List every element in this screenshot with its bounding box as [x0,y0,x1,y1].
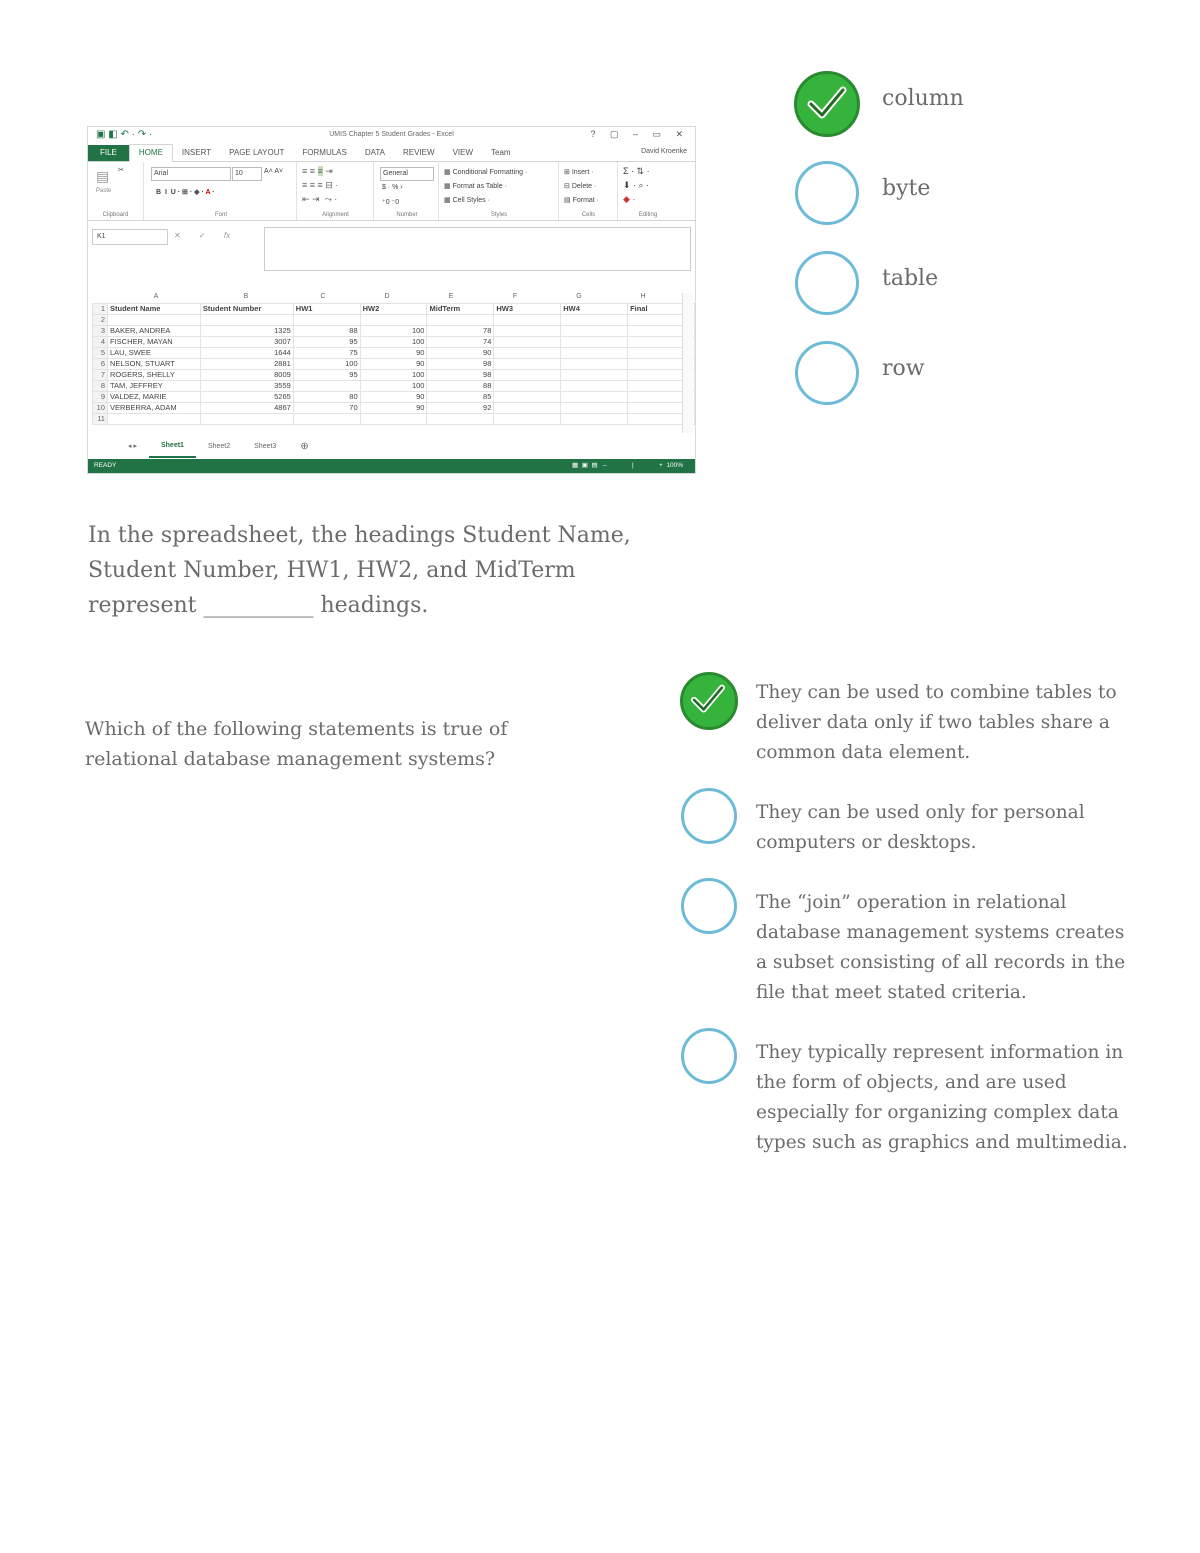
bold-italic-underline-icon: B I U · ⊞ · ◈ · A · [156,189,215,196]
table-cell: 1644 [200,348,293,359]
table-cell: 98 [427,370,494,381]
table-cell: LAU, SWEE [107,348,200,359]
status-text: READY [94,462,117,469]
tab-insert: INSERT [181,148,212,157]
table-cell: 70 [293,403,360,414]
table-cell [360,414,427,425]
table-cell: 90 [427,348,494,359]
table-cell: 90 [360,403,427,414]
fx-icon: ✕ ✓ fx [174,231,231,240]
q2-option-3-radio[interactable] [681,878,737,934]
table-cell [561,337,628,348]
insert-cells: ⊞ Insert · [564,169,594,176]
col-letter-a: A [153,293,159,300]
col-letter-h: H [640,293,646,300]
column-header-cell: HW4 [561,304,628,315]
q1-option-3-label: table [882,266,939,291]
table-cell [561,381,628,392]
table-cell [427,414,494,425]
tab-data: DATA [364,148,385,157]
group-label-number: Number [396,212,418,218]
sheet-nav-icon: ◂ ▸ [128,443,137,450]
q2-option-1-radio[interactable] [680,672,738,730]
table-cell: 100 [360,326,427,337]
sheet-tab-2: Sheet2 [207,443,231,450]
row-number: 5 [93,348,108,359]
table-row [93,359,695,370]
table-cell [494,337,561,348]
tab-file: FILE [88,145,129,161]
group-label-clipboard: Clipboard [102,212,129,218]
table-cell: 100 [360,370,427,381]
column-header-cell: HW2 [360,304,427,315]
tab-view: VIEW [452,148,474,157]
table-cell: 74 [427,337,494,348]
q1-option-1-radio[interactable] [794,71,860,137]
table-row [93,403,695,414]
fx-label: fx [223,231,231,240]
q1-option-3-radio[interactable] [795,251,859,315]
group-label-styles: Styles [490,212,508,218]
window-controls-icon: ? ▢ – ▭ ✕ [590,129,689,139]
q2-option-1-label: They can be used to combine tables to deliver data only if two tables share a common data element. [756,682,1117,763]
col-letter-d: D [384,293,390,300]
align-icons: ≡ ≡ ≡ ⇥ [302,166,333,176]
alignment-group [298,162,374,220]
add-sheet-icon: ⊕ [300,441,309,452]
table-cell: 90 [360,392,427,403]
row-number: 7 [93,370,108,381]
checkmark-icon [688,679,728,719]
table-cell [561,414,628,425]
sum-icon: Σ · ⇅ · [623,166,650,176]
spreadsheet-grid [92,303,695,425]
table-cell [107,315,200,326]
tab-formulas: FORMULAS [302,148,347,157]
ribbon [88,162,695,221]
group-label-editing: Editing [638,212,658,218]
ribbon-tabs [88,145,695,162]
col-letter-f: F [512,293,518,300]
table-cell [561,326,628,337]
tab-team: Team [491,148,511,157]
table-cell: 95 [293,370,360,381]
row-number: 4 [93,337,108,348]
table-cell [561,348,628,359]
tab-review: REVIEW [403,148,435,157]
cells-group [560,162,618,220]
col-letter-g: G [576,293,582,300]
q1-option-4-radio[interactable] [795,341,859,405]
table-cell: 88 [427,381,494,392]
table-cell [293,381,360,392]
number-group [376,162,439,220]
table-cell: 90 [360,348,427,359]
styles-group [440,162,559,220]
number-format-box: General [380,167,434,181]
table-cell: 2881 [200,359,293,370]
q1-option-4-label: row [882,356,925,381]
row-number: 6 [93,359,108,370]
currency-percent-icons: $ · % › [382,184,403,191]
conditional-formatting-label: Conditional Formatting [452,169,523,176]
q2-option-4-radio[interactable] [681,1028,737,1084]
format-cells-label: Format [572,197,595,204]
table-row [93,392,695,403]
decimal-icons: ⁺0 ⁻0 [382,199,400,206]
column-header-cell: Student Name [107,304,200,315]
table-cell [561,403,628,414]
table-cell [494,348,561,359]
table-cell [494,403,561,414]
row-number: 9 [93,392,108,403]
table-cell: VALDEZ, MARIE [107,392,200,403]
editing-group [619,162,677,220]
col-letter-e: E [448,293,454,300]
table-cell: 85 [427,392,494,403]
table-cell: BAKER, ANDREA [107,326,200,337]
table-row [93,326,695,337]
table-row [93,414,695,425]
table-cell [293,414,360,425]
name-box: K1 [92,229,168,245]
clipboard-group [88,162,144,220]
row-number: 2 [93,315,108,326]
formula-row [88,221,695,273]
status-bar [88,459,695,473]
indent-icons: ⇤ ⇥ ⤳ · [302,194,338,204]
column-header-cell: Student Number [200,304,293,315]
table-cell [427,315,494,326]
question-2-text: Which of the following statements is true of relational database management systems? [85,718,508,770]
paste-label: Paste [96,188,112,194]
table-cell: 5265 [200,392,293,403]
table-row [93,370,695,381]
table-cell [494,359,561,370]
table-cell [494,392,561,403]
table-row [93,348,695,359]
q1-option-2-label: byte [882,176,931,201]
user-name: David Kroenke [641,148,687,155]
insert-cells-label: Insert [571,169,590,176]
sheet-tabs [88,437,695,457]
table-cell: 100 [293,359,360,370]
table-cell [561,359,628,370]
excel-window-title: UMIS Chapter 5 Student Grades - Excel [329,131,454,138]
delete-cells-label: Delete [571,183,593,190]
fill-icon: ⬇ · ⌕ · [623,180,650,190]
excel-screenshot [87,126,696,474]
tab-page-layout: PAGE LAYOUT [229,148,285,157]
delete-cells: ⊟ Delete · [564,183,597,190]
table-cell: 75 [293,348,360,359]
row-number: 8 [93,381,108,392]
table-row [93,304,695,315]
sheet-tab-3: Sheet3 [254,443,277,450]
table-cell: 90 [360,359,427,370]
table-cell [494,414,561,425]
table-cell: 80 [293,392,360,403]
table-row [93,381,695,392]
table-cell: VERBERRA, ADAM [107,403,200,414]
table-row [93,337,695,348]
checkmark-icon [804,80,850,126]
sheet-tab-1: Sheet1 [149,436,196,458]
table-cell [561,370,628,381]
column-header-cell: MidTerm [427,304,494,315]
q2-option-4-label: They typically represent information in the form of objects, and are used especially for organizing complex data types such as graphics and multimedia. [756,1042,1128,1153]
font-name-box: Arial [151,167,231,181]
paste-icon: ▤ [96,168,110,184]
table-cell: 8009 [200,370,293,381]
table-cell: 1325 [200,326,293,337]
zoom-level: ▦ ▣ ▤ – | + 100% [572,462,683,469]
table-cell [494,315,561,326]
table-cell [293,315,360,326]
format-as-table: ▦ Format as Table · [444,183,507,190]
table-cell: FISCHER, MAYAN [107,337,200,348]
table-cell: 3559 [200,381,293,392]
col-letter-c: C [320,293,326,300]
table-cell [200,315,293,326]
table-cell: 95 [293,337,360,348]
table-cell: 98 [427,359,494,370]
save-icon: ▣ ◧ ↶ · ↷ · [96,129,153,140]
row-number: 11 [93,414,108,425]
tab-home: HOME [129,144,173,162]
table-cell [107,414,200,425]
table-cell [561,392,628,403]
clear-icon: ◆ · [623,194,636,204]
table-cell: TAM, JEFFREY [107,381,200,392]
col-letter-b: B [243,293,249,300]
cell-styles: ▦ Cell Styles · [444,197,490,204]
font-size-box: 10 [232,167,262,181]
column-header-cell: HW1 [293,304,360,315]
table-cell: 100 [360,381,427,392]
zoom-value: 100% [666,462,683,469]
cell-styles-label: Cell Styles [452,197,486,204]
cut-icon: ✂ [118,167,124,174]
table-cell: NELSON, STUART [107,359,200,370]
table-cell: 92 [427,403,494,414]
column-header-cell: HW3 [494,304,561,315]
q2-option-3-label: The “join” operation in relational database management systems creates a subset consisting of all records in the file that meet stated criteria. [756,892,1126,1003]
table-cell: ROGERS, SHELLY [107,370,200,381]
table-cell [494,370,561,381]
table-cell [200,414,293,425]
table-cell [494,381,561,392]
table-cell: 100 [360,337,427,348]
table-row [93,315,695,326]
q2-option-2-radio[interactable] [681,788,737,844]
group-label-font: Font [214,212,227,218]
table-cell [561,315,628,326]
q2-option-2-label: They can be used only for personal computers or desktops. [756,802,1085,853]
table-cell: 88 [293,326,360,337]
format-as-table-label: Format as Table [452,183,503,190]
conditional-formatting: ▦ Conditional Formatting · [444,169,528,176]
vertical-scrollbar [682,293,693,433]
excel-titlebar [88,127,695,145]
table-cell [494,326,561,337]
align-icons-2: ≡ ≡ ≡ ⊟ · [302,180,339,190]
formula-bar [264,227,691,271]
question-1-text: In the spreadsheet, the headings Student Name, Student Number, HW1, HW2, and MidTerm represent __________ headings. [88,523,631,618]
table-cell [360,315,427,326]
format-cells: ▤ Format · [564,197,600,204]
font-group [146,162,297,220]
table-cell: 4867 [200,403,293,414]
row-number: 1 [93,304,108,315]
row-number: 3 [93,326,108,337]
font-grow-icon: A˄ A˅ [264,168,284,175]
table-cell: 3007 [200,337,293,348]
group-label-alignment: Alignment [322,212,349,218]
table-cell: 78 [427,326,494,337]
q1-option-2-radio[interactable] [795,161,859,225]
column-header-cell: Final [628,304,695,315]
group-label-cells: Cells [581,212,596,218]
row-number: 10 [93,403,108,414]
q1-option-1-label: column [882,86,964,111]
